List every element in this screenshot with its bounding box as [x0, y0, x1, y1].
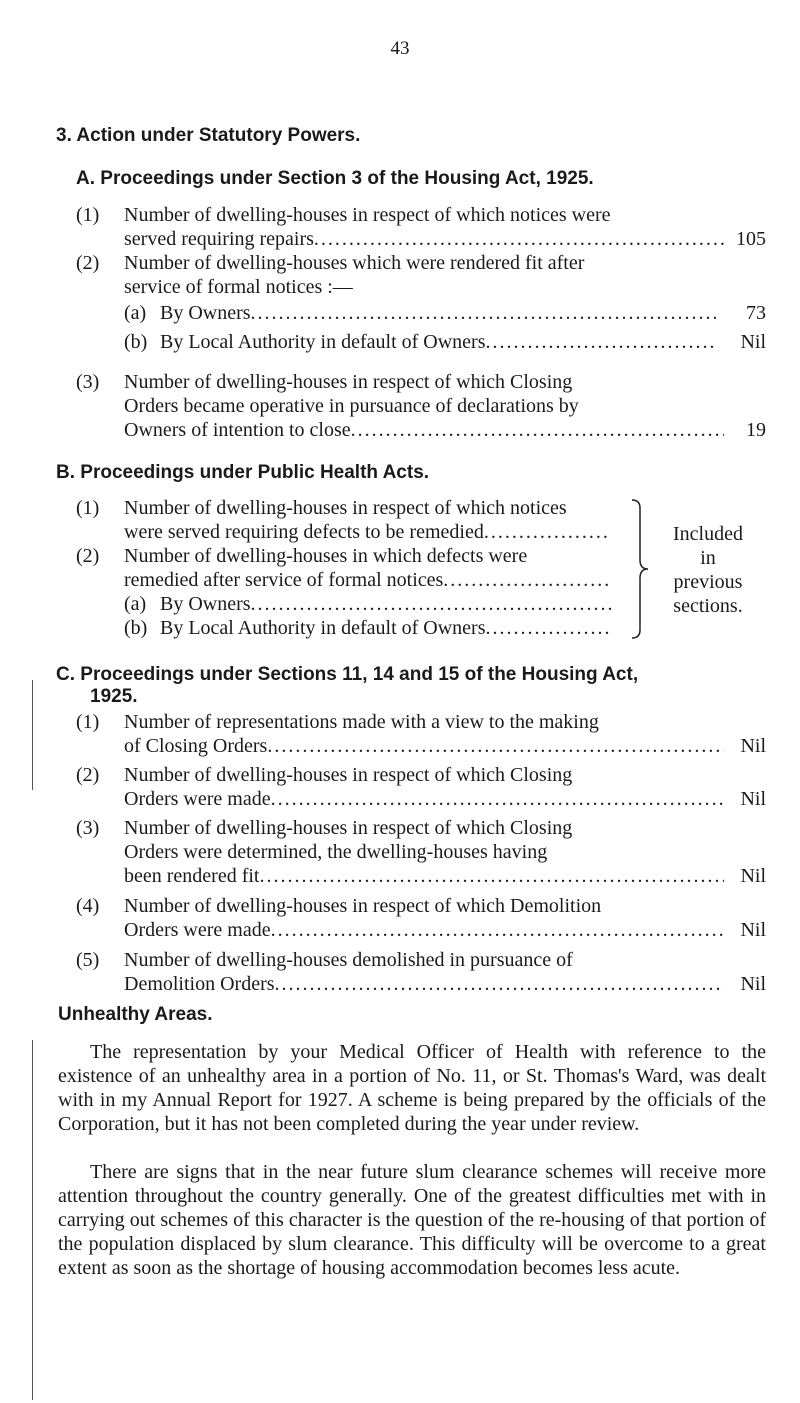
section-b-item-1: [76, 496, 616, 544]
item-value: Nil: [740, 919, 766, 941]
item-line: served requiring repairs: [124, 228, 314, 250]
section-a-item-2b: [124, 330, 766, 354]
item-value: 73: [746, 302, 766, 324]
item-line: Number of dwelling-houses in respect of which notices: [124, 497, 567, 519]
item-number: (a): [124, 302, 147, 324]
item-number: (1): [76, 204, 100, 226]
section-c-item-4: [76, 894, 766, 942]
item-line: Number of dwelling-houses in which defects were: [124, 545, 528, 567]
section-a-item-3: [76, 370, 766, 442]
note-line: previous: [673, 571, 743, 593]
item-number: (1): [76, 711, 100, 733]
item-value: 19: [746, 419, 766, 441]
page-number: 43: [390, 38, 410, 59]
note-line: sections.: [673, 595, 743, 617]
section-a-item-1: [76, 203, 766, 251]
section-a-item-2a: [124, 301, 766, 325]
item-number: (2): [76, 545, 100, 567]
item-number: (2): [76, 252, 100, 274]
section-a-item-2: [76, 251, 766, 299]
section-c-item-5: [76, 948, 766, 996]
item-line: been rendered fit: [124, 865, 260, 887]
item-number: (b): [124, 331, 148, 353]
item-value: Nil: [740, 788, 766, 810]
item-line: Orders were determined, the dwelling-houses having: [124, 841, 548, 863]
item-line: Number of dwelling-houses in respect of which Closing: [124, 371, 573, 393]
section-title: 3. Action under Statutory Powers.: [56, 125, 361, 146]
item-line: of Closing Orders: [124, 735, 268, 757]
item-line: Demolition Orders: [124, 973, 275, 995]
section-c-item-3: [76, 816, 766, 888]
item-line: Number of dwelling-houses in respect of which notices were: [124, 204, 611, 226]
margin-rule: [32, 680, 33, 790]
item-line: Number of dwelling-houses in respect of which Demolition: [124, 895, 602, 917]
item-number: (b): [124, 617, 148, 639]
heading-line: C. Proceedings under Sections 11, 14 and 15 of the Housing Act,: [56, 664, 639, 685]
item-line: Number of representations made with a view to the making: [124, 711, 599, 733]
item-number: (3): [76, 817, 100, 839]
item-value: Nil: [740, 865, 766, 887]
item-line: By Owners: [160, 593, 251, 615]
item-line: Orders were made: [124, 788, 271, 810]
item-line: By Owners: [160, 302, 251, 324]
item-line: service of formal notices :—: [124, 276, 353, 298]
item-line: were served requiring defects to be remedied: [124, 521, 484, 543]
item-line: Number of dwelling-houses demolished in pursuance of: [124, 949, 573, 971]
section-a-heading: A. Proceedings under Section 3 of the Housing Act, 1925.: [76, 168, 594, 189]
item-number: (1): [76, 497, 100, 519]
item-line: By Local Authority in default of Owners: [160, 331, 486, 353]
section-b-heading: B. Proceedings under Public Health Acts.: [56, 462, 430, 483]
unhealthy-areas-heading: Unhealthy Areas.: [58, 1004, 213, 1025]
item-value: Nil: [740, 331, 766, 353]
item-number: (4): [76, 895, 100, 917]
item-number: (2): [76, 764, 100, 786]
section-b-item-2a: [124, 592, 616, 616]
section-c-heading: [56, 664, 638, 708]
section-c-item-1: [76, 710, 766, 758]
item-value: Nil: [740, 973, 766, 995]
item-line: Owners of intention to close: [124, 419, 351, 441]
included-note: [658, 522, 758, 618]
item-number: (a): [124, 593, 147, 615]
item-line: remedied after service of formal notices: [124, 569, 444, 591]
item-number: (5): [76, 949, 100, 971]
unhealthy-paragraph-1: The representation by your Medical Officer of Health with reference to the existence of an unhealthy area in a portion of No. 11, or St. Thomas's Ward, was dealt with in my Annual Report for 1927. A scheme is being prepared by the officials of the Corporation, but it has not been completed during the year under review.: [58, 1041, 766, 1135]
section-b-item-2b: [124, 616, 616, 640]
item-line: By Local Authority in default of Owners: [160, 617, 486, 639]
item-value: 105: [736, 228, 766, 250]
item-number: (3): [76, 371, 100, 393]
section-c-item-2: [76, 763, 766, 811]
section-b-item-2: [76, 544, 616, 592]
item-value: Nil: [740, 735, 766, 757]
heading-line: 1925.: [90, 686, 138, 707]
item-line: Number of dwelling-houses which were rendered fit after: [124, 252, 585, 274]
note-line: in: [700, 547, 716, 569]
brace-icon: [630, 498, 652, 640]
item-line: Number of dwelling-houses in respect of which Closing: [124, 764, 573, 786]
margin-rule: [32, 1040, 33, 1400]
item-line: Orders became operative in pursuance of declarations by: [124, 395, 579, 417]
item-line: Orders were made: [124, 919, 271, 941]
unhealthy-paragraph-2: There are signs that in the near future slum clearance schemes will receive more attention throughout the country generally. One of the greatest difficulties met with in carrying out schemes of this character is the question of the re-housing of that portion of the population displaced by slum clearance. This difficulty will be overcome to a great extent as soon as the shortage of housing accommodation becomes less acute.: [58, 1161, 766, 1279]
note-line: Included: [673, 523, 743, 545]
item-line: Number of dwelling-houses in respect of which Closing: [124, 817, 573, 839]
